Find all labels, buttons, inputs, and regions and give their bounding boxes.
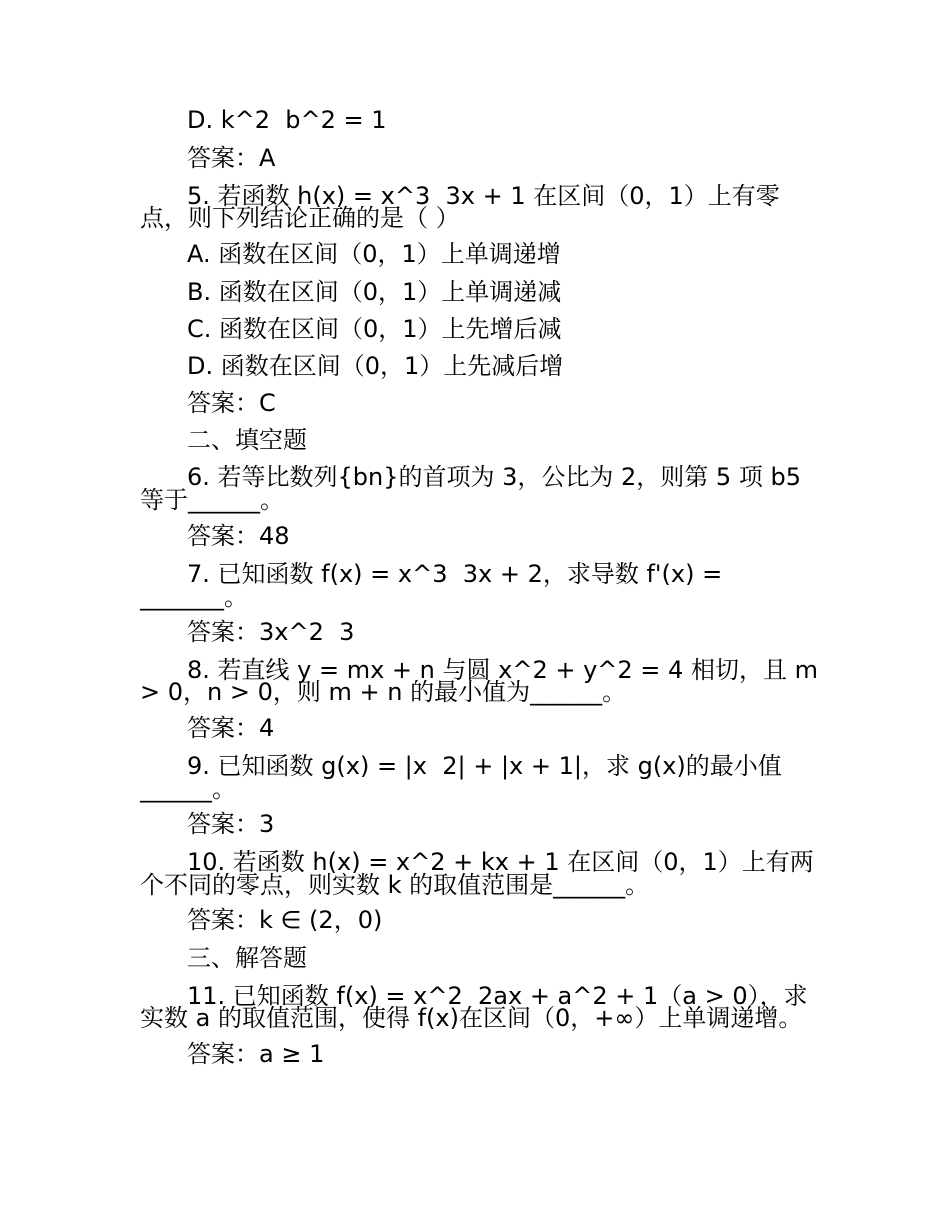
section-fill-in-heading: 二、填空题 [187,426,307,454]
q11-answer: 答案：a ≥ 1 [187,1040,325,1068]
q8-stem-line2: > 0，n > 0，则 m + n 的最小值为______。 [140,678,627,706]
q4-option-d: D. k^2 b^2 = 1 [187,106,387,134]
q8-stem-line1: 8. 若直线 y = mx + n 与圆 x^2 + y^2 = 4 相切，且 m [187,656,818,684]
q6-stem-line2: 等于______。 [140,486,284,514]
q9-answer: 答案：3 [187,810,275,838]
q7-answer: 答案：3x^2 3 [187,618,355,646]
q10-stem-line1: 10. 若函数 h(x) = x^2 + kx + 1 在区间（0，1）上有两 [187,848,814,876]
q9-stem-line1: 9. 已知函数 g(x) = |x 2| + |x + 1|，求 g(x)的最小值 [187,752,782,780]
q11-stem-line1: 11. 已知函数 f(x) = x^2 2ax + a^2 + 1（a > 0），求 [187,982,808,1010]
q8-answer: 答案：4 [187,714,275,742]
q5-answer: 答案：C [187,389,276,417]
q5-option-b: B. 函数在区间（0，1）上单调递减 [187,278,562,306]
q5-stem-line2: 点，则下列结论正确的是（ ） [140,204,460,232]
q5-option-a: A. 函数在区间（0，1）上单调递增 [187,240,561,268]
q7-stem-line2: _______。 [140,583,248,611]
q5-stem-line1: 5. 若函数 h(x) = x^3 3x + 1 在区间（0，1）上有零 [187,182,780,210]
section-solve-heading: 三、解答题 [187,944,307,972]
q4-answer: 答案：A [187,144,276,172]
q5-option-d: D. 函数在区间（0，1）上先减后增 [187,352,564,380]
q10-answer: 答案：k ∈ (2，0) [187,906,383,934]
q7-stem-line1: 7. 已知函数 f(x) = x^3 3x + 2，求导数 f'(x) = [187,560,723,588]
q6-answer: 答案：48 [187,522,290,550]
q11-stem-line2: 实数 a 的取值范围，使得 f(x)在区间（0，+∞）上单调递增。 [140,1004,803,1032]
q6-stem-line1: 6. 若等比数列{bn}的首项为 3，公比为 2，则第 5 项 b5 [187,463,801,491]
q10-stem-line2: 个不同的零点，则实数 k 的取值范围是______。 [140,871,650,899]
q9-stem-line2: ______。 [140,775,236,803]
q5-option-c: C. 函数在区间（0，1）上先增后减 [187,315,562,343]
